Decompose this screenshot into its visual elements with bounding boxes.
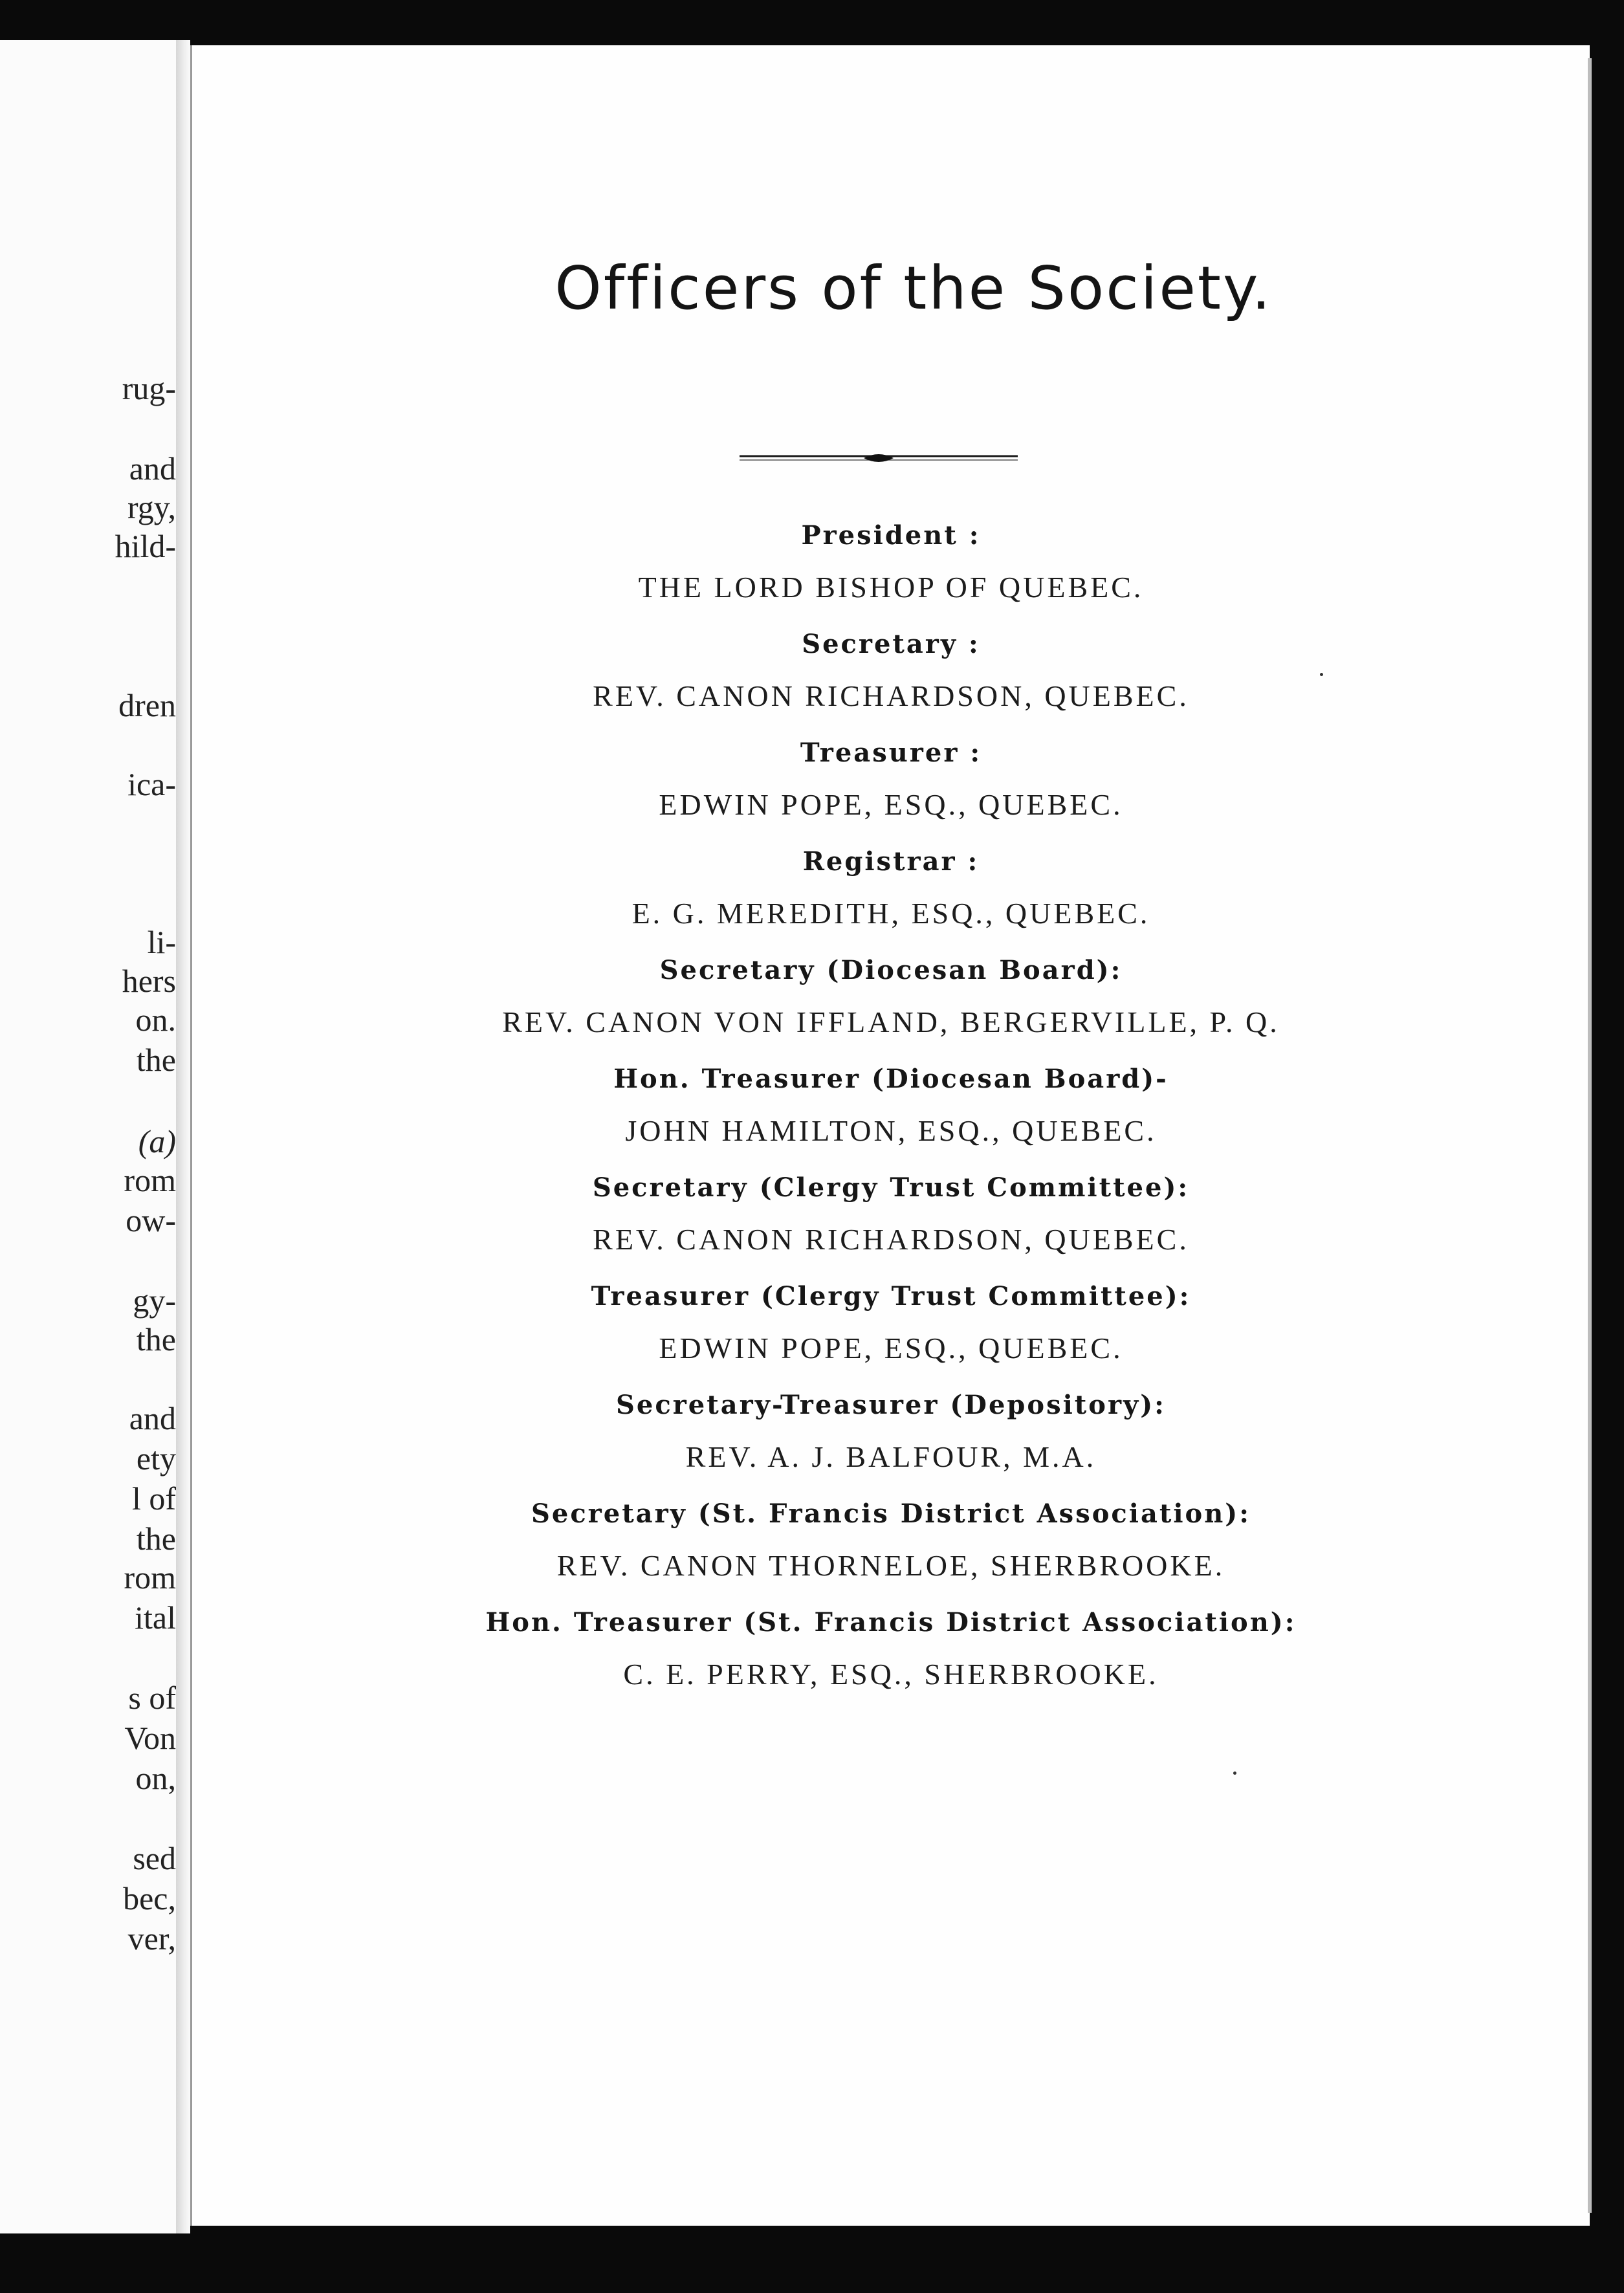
text-fragment: ver, [127, 1920, 176, 1957]
ornamental-rule [740, 448, 1018, 467]
scan-speck [1320, 673, 1323, 676]
role-label-treasurer: Treasurer : [800, 738, 982, 768]
role-label-hon-treasurer-diocesan-board: Hon. Treasurer (Diocesan Board)- [613, 1064, 1169, 1094]
officer-name: REV. CANON RICHARDSON, QUEBEC. [593, 1223, 1189, 1256]
role-label-president: President : [801, 520, 981, 551]
role-label-treasurer-clergy-trust: Treasurer (Clergy Trust Committee): [591, 1281, 1191, 1311]
text-fragment: ow- [126, 1202, 176, 1238]
text-fragment: rug- [122, 370, 176, 406]
role-label-secretary: Secretary : [802, 629, 980, 659]
text-fragment: and [129, 1400, 176, 1436]
text-fragment: rom [124, 1559, 176, 1596]
text-fragment: ica- [127, 766, 176, 802]
text-fragment: dren [118, 687, 176, 723]
text-fragment: ety [136, 1440, 176, 1476]
page-title: Officers of the Society. [554, 254, 1273, 323]
officer-name: REV. CANON RICHARDSON, QUEBEC. [593, 679, 1189, 712]
text-fragment: bec, [123, 1880, 176, 1916]
text-fragment: the [136, 1520, 176, 1557]
scan-speck [1233, 1772, 1236, 1775]
book-gutter [176, 40, 190, 2233]
text-fragment: ital [135, 1599, 176, 1636]
role-label-secretary-clergy-trust: Secretary (Clergy Trust Committee): [592, 1172, 1190, 1203]
text-fragment: Von [124, 1720, 176, 1756]
text-fragment: rgy, [127, 489, 176, 525]
text-fragment: on. [135, 1002, 176, 1038]
text-fragment: hild- [115, 528, 176, 564]
officers-page [190, 45, 1590, 2226]
role-label-registrar: Registrar : [802, 846, 980, 877]
page-edge-shadow [1588, 58, 1592, 2213]
officer-name: JOHN HAMILTON, ESQ., QUEBEC. [625, 1114, 1157, 1147]
text-fragment: l of [131, 1480, 176, 1517]
text-fragment: rom [124, 1162, 176, 1198]
officer-name: REV. CANON VON IFFLAND, BERGERVILLE, P. Q. [502, 1005, 1280, 1038]
officer-name: E. G. MEREDITH, ESQ., QUEBEC. [631, 897, 1150, 930]
text-fragment: gy- [133, 1282, 176, 1319]
text-fragment: li- [147, 924, 176, 960]
text-fragment: sed [133, 1840, 176, 1876]
text-fragment: s of [128, 1680, 176, 1716]
text-fragment: the [136, 1042, 176, 1078]
officers-list [192, 518, 1590, 1713]
text-fragment: the [136, 1321, 176, 1357]
text-fragment: (a) [138, 1123, 176, 1159]
role-label-secretary-treasurer-depository: Secretary-Treasurer (Depository): [616, 1390, 1166, 1420]
text-fragment: and [129, 450, 176, 487]
text-fragment: on, [135, 1760, 176, 1796]
officer-name: THE LORD BISHOP OF QUEBEC. [638, 571, 1144, 604]
officer-name: C. E. PERRY, ESQ., SHERBROOKE. [623, 1658, 1159, 1691]
role-label-secretary-st-francis: Secretary (St. Francis District Association): [531, 1498, 1251, 1529]
text-fragment: hers [122, 963, 176, 999]
role-label-secretary-diocesan-board: Secretary (Diocesan Board): [659, 955, 1123, 985]
officer-name: EDWIN POPE, ESQ., QUEBEC. [659, 788, 1123, 821]
facing-page-fragment [0, 40, 176, 2233]
officer-name: EDWIN POPE, ESQ., QUEBEC. [659, 1332, 1123, 1365]
officer-name: REV. A. J. BALFOUR, M.A. [685, 1440, 1097, 1473]
role-label-hon-treasurer-st-francis: Hon. Treasurer (St. Francis District Association): [485, 1607, 1297, 1638]
officer-name: REV. CANON THORNELOE, SHERBROOKE. [556, 1549, 1225, 1582]
